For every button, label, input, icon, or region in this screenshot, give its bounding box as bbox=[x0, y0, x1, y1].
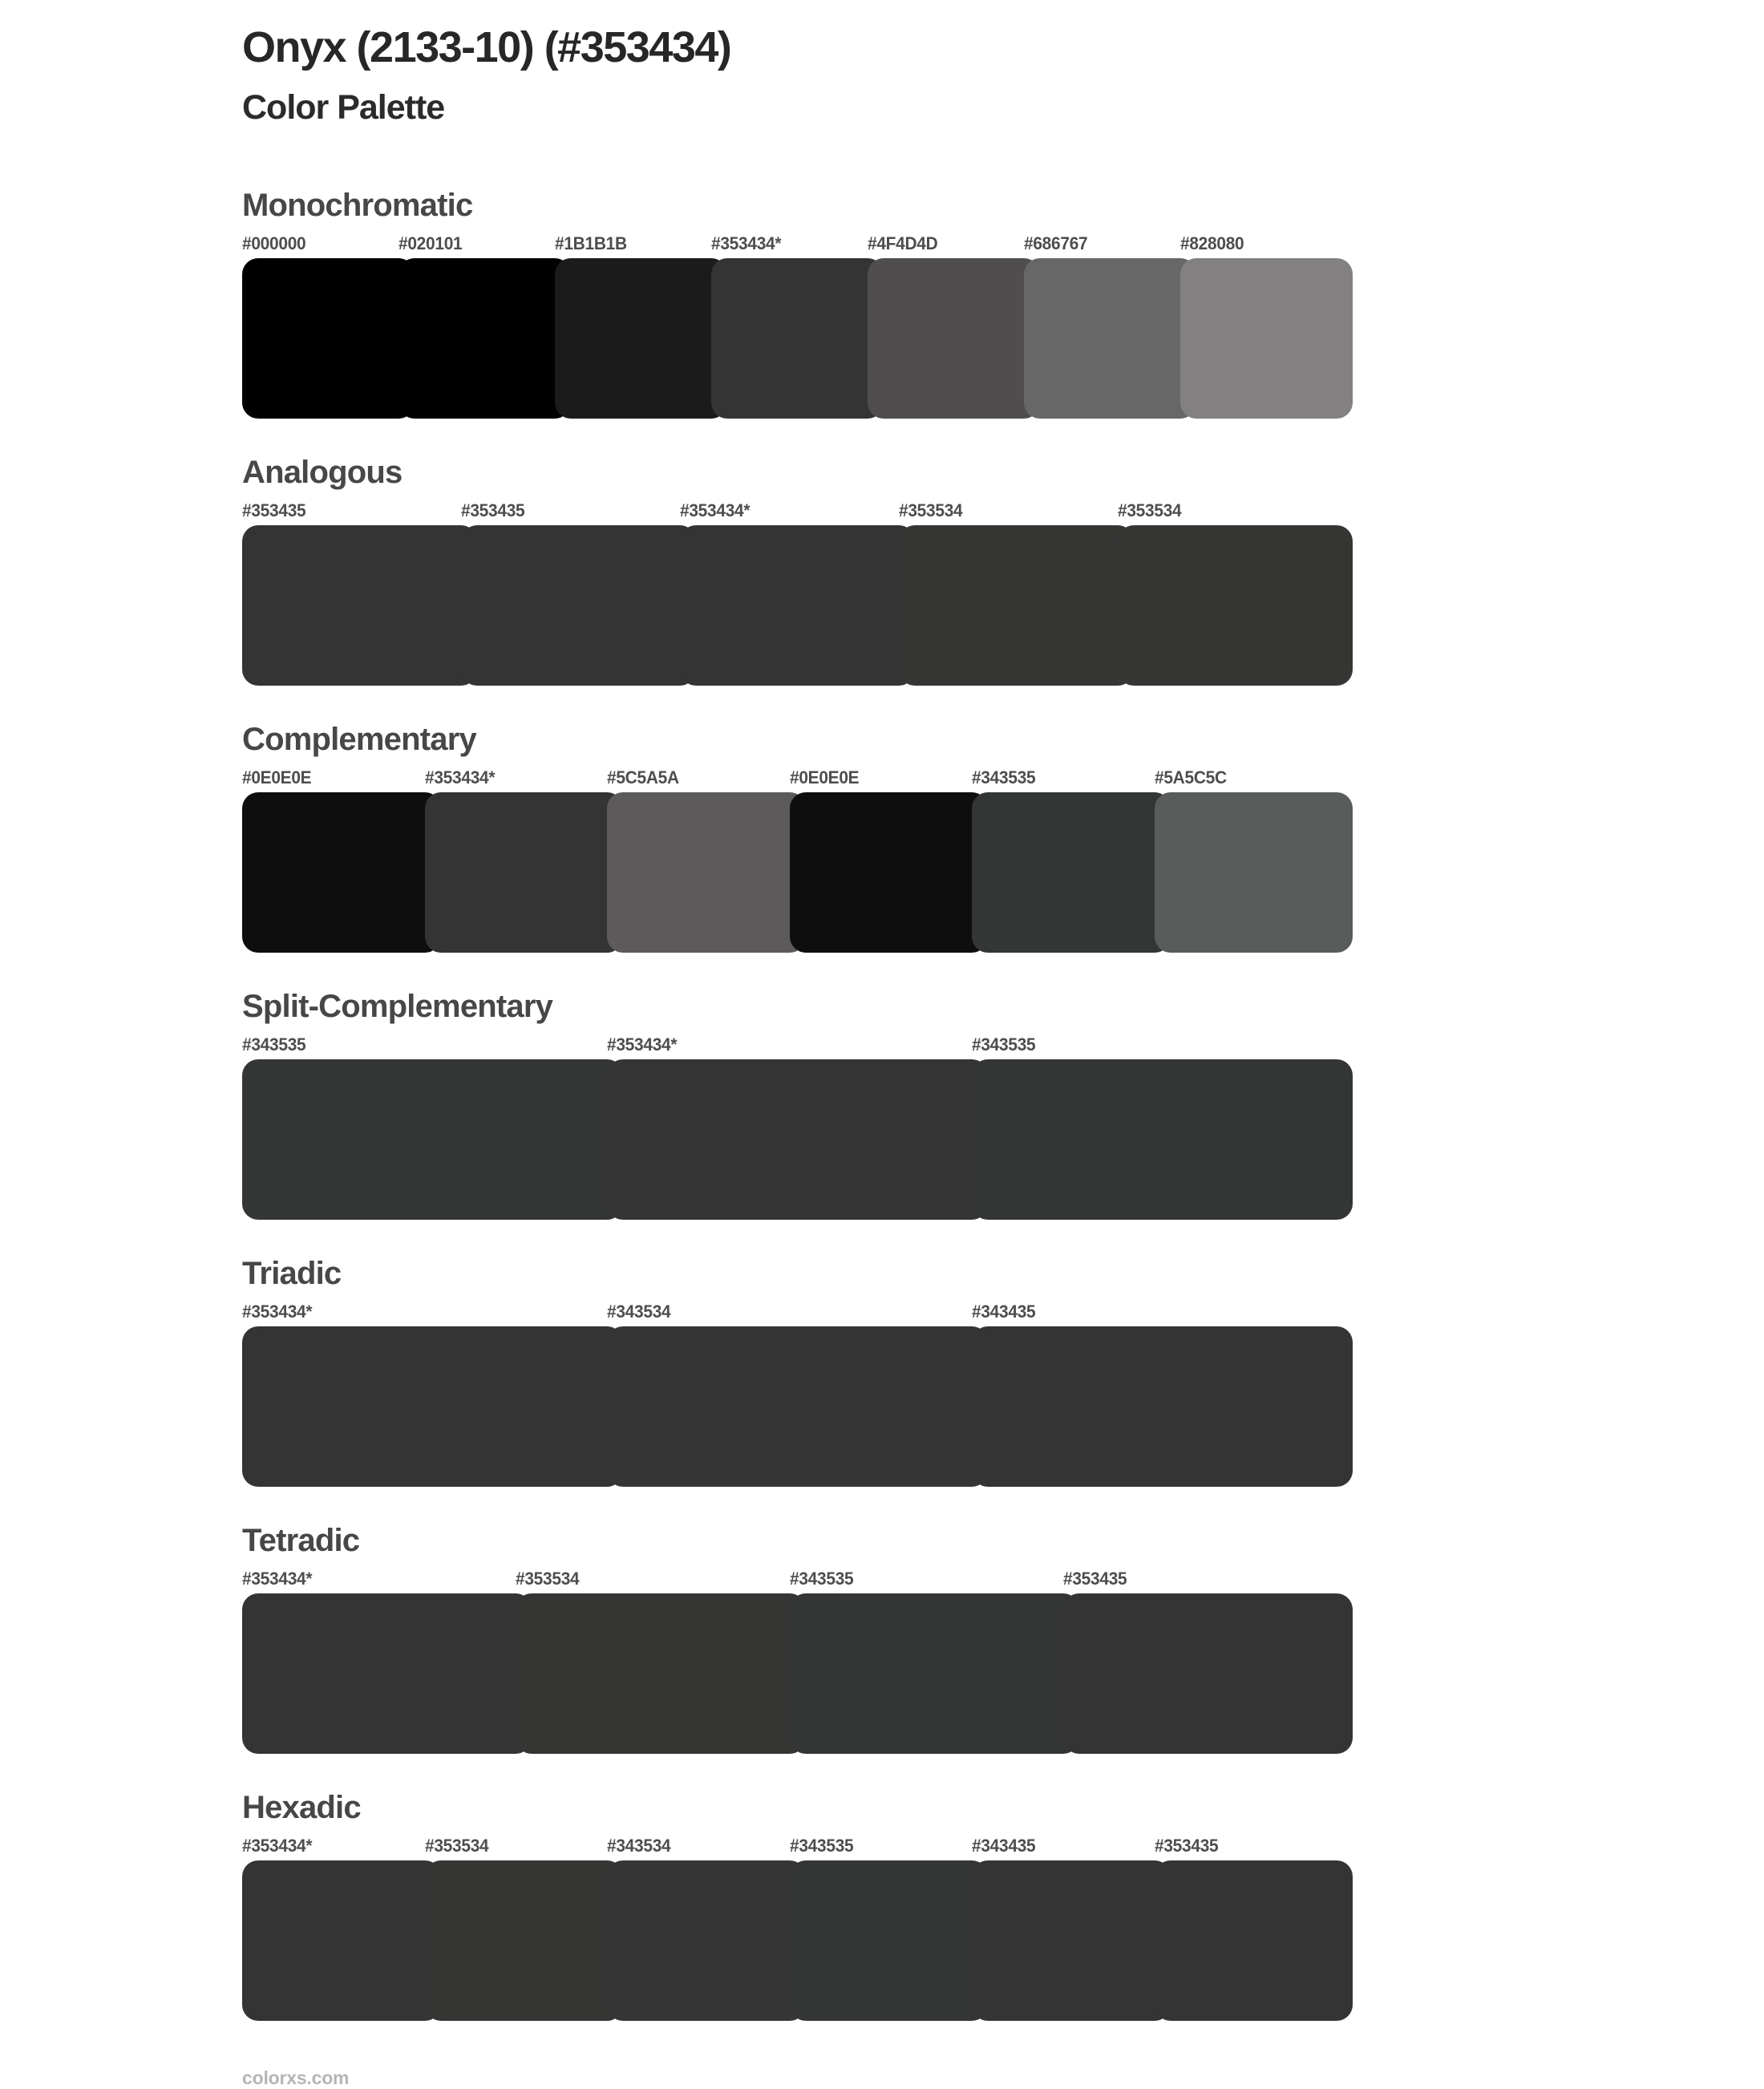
color-swatch[interactable] bbox=[607, 1326, 988, 1487]
section-title: Complementary bbox=[242, 721, 476, 757]
color-swatch[interactable] bbox=[790, 792, 989, 953]
section-title: Analogous bbox=[242, 454, 403, 490]
color-swatch[interactable] bbox=[242, 1593, 532, 1754]
color-swatch[interactable] bbox=[711, 258, 884, 419]
swatch-labels bbox=[242, 1302, 1337, 1322]
swatch-hex-label: #353434* bbox=[242, 1835, 313, 1856]
swatch-hex-label: #5A5C5C bbox=[1154, 767, 1227, 787]
color-swatch[interactable] bbox=[399, 258, 571, 419]
color-swatch[interactable] bbox=[425, 1860, 624, 2021]
swatch-labels bbox=[242, 233, 1337, 254]
swatch-hex-label: #343535 bbox=[789, 1568, 853, 1589]
color-swatch[interactable] bbox=[607, 792, 806, 953]
swatch-labels bbox=[242, 1034, 1337, 1055]
swatch-hex-label: #353435 bbox=[242, 500, 306, 520]
color-swatch[interactable] bbox=[516, 1593, 805, 1754]
palette-section bbox=[242, 1789, 1353, 2021]
swatch-hex-label: #1B1B1B bbox=[555, 233, 627, 253]
color-swatch[interactable] bbox=[1024, 258, 1196, 419]
swatch-hex-label: #353434* bbox=[680, 500, 751, 520]
color-swatch[interactable] bbox=[607, 1860, 806, 2021]
swatch-hex-label: #000000 bbox=[242, 233, 306, 253]
swatch-hex-label: #353435 bbox=[1154, 1835, 1218, 1856]
page-subtitle: Color Palette bbox=[242, 88, 445, 128]
page-title: Onyx (2133-10) (#353434) bbox=[242, 23, 731, 71]
swatch-hex-label: #353434* bbox=[711, 233, 782, 253]
color-swatch[interactable] bbox=[972, 1860, 1171, 2021]
color-swatch[interactable] bbox=[899, 525, 1134, 686]
swatch-strip bbox=[242, 258, 1353, 419]
color-swatch[interactable] bbox=[607, 1059, 988, 1220]
swatch-hex-label: #353434* bbox=[607, 1034, 678, 1055]
palette-section bbox=[242, 454, 1353, 686]
swatch-strip bbox=[242, 1059, 1353, 1220]
swatch-strip bbox=[242, 792, 1353, 953]
swatch-strip bbox=[242, 1593, 1353, 1754]
palette-section bbox=[242, 1255, 1353, 1487]
swatch-labels bbox=[242, 500, 1337, 521]
swatch-hex-label: #353435 bbox=[461, 500, 525, 520]
color-swatch[interactable] bbox=[1063, 1593, 1353, 1754]
swatch-hex-label: #828080 bbox=[1180, 233, 1244, 253]
palette-sections bbox=[242, 187, 1353, 2021]
color-swatch[interactable] bbox=[242, 1059, 623, 1220]
swatch-labels bbox=[242, 1569, 1337, 1589]
swatch-hex-label: #353434* bbox=[242, 1568, 313, 1589]
palette-section bbox=[242, 187, 1353, 419]
swatch-hex-label: #353534 bbox=[1118, 500, 1182, 520]
color-swatch[interactable] bbox=[425, 792, 624, 953]
swatch-hex-label: #343534 bbox=[607, 1301, 671, 1322]
swatch-hex-label: #353435 bbox=[1062, 1568, 1127, 1589]
color-swatch[interactable] bbox=[242, 525, 477, 686]
color-swatch[interactable] bbox=[972, 792, 1171, 953]
swatch-hex-label: #0E0E0E bbox=[789, 767, 859, 787]
color-swatch[interactable] bbox=[680, 525, 915, 686]
swatch-strip bbox=[242, 525, 1353, 686]
swatch-hex-label: #343535 bbox=[972, 1034, 1036, 1055]
color-swatch[interactable] bbox=[868, 258, 1040, 419]
color-swatch[interactable] bbox=[242, 258, 415, 419]
color-swatch[interactable] bbox=[461, 525, 696, 686]
swatch-hex-label: #343535 bbox=[789, 1835, 853, 1856]
color-swatch[interactable] bbox=[790, 1860, 989, 2021]
swatch-strip bbox=[242, 1860, 1353, 2021]
color-swatch[interactable] bbox=[972, 1059, 1353, 1220]
section-title: Triadic bbox=[242, 1255, 342, 1291]
color-swatch[interactable] bbox=[242, 1326, 623, 1487]
color-swatch[interactable] bbox=[1155, 1860, 1353, 2021]
footer-link[interactable]: colorxs.com bbox=[242, 2067, 350, 2088]
swatch-hex-label: #4F4D4D bbox=[868, 233, 938, 253]
section-title: Monochromatic bbox=[242, 187, 473, 223]
swatch-hex-label: #353534 bbox=[899, 500, 963, 520]
section-title: Split-Complementary bbox=[242, 988, 553, 1024]
swatch-hex-label: #0E0E0E bbox=[242, 767, 312, 787]
swatch-hex-label: #343535 bbox=[242, 1034, 306, 1055]
swatch-hex-label: #353434* bbox=[242, 1301, 313, 1322]
swatch-hex-label: #5C5A5A bbox=[607, 767, 679, 787]
palette-section bbox=[242, 1522, 1353, 1754]
section-title: Tetradic bbox=[242, 1522, 360, 1558]
color-swatch[interactable] bbox=[972, 1326, 1353, 1487]
swatch-hex-label: #343435 bbox=[972, 1835, 1036, 1856]
swatch-hex-label: #343535 bbox=[972, 767, 1036, 787]
color-swatch[interactable] bbox=[242, 1860, 441, 2021]
color-swatch[interactable] bbox=[1180, 258, 1353, 419]
palette-section bbox=[242, 988, 1353, 1220]
swatch-hex-label: #353534 bbox=[424, 1835, 488, 1856]
swatch-hex-label: #343435 bbox=[972, 1301, 1036, 1322]
swatch-strip bbox=[242, 1326, 1353, 1487]
swatch-labels bbox=[242, 1836, 1337, 1856]
color-swatch[interactable] bbox=[555, 258, 727, 419]
color-swatch[interactable] bbox=[790, 1593, 1079, 1754]
swatch-hex-label: #343534 bbox=[607, 1835, 671, 1856]
color-swatch[interactable] bbox=[1155, 792, 1353, 953]
color-swatch[interactable] bbox=[1118, 525, 1353, 686]
section-title: Hexadic bbox=[242, 1789, 361, 1825]
swatch-hex-label: #686767 bbox=[1024, 233, 1088, 253]
swatch-hex-label: #353534 bbox=[516, 1568, 580, 1589]
palette-section bbox=[242, 721, 1353, 953]
color-swatch[interactable] bbox=[242, 792, 441, 953]
swatch-hex-label: #020101 bbox=[399, 233, 463, 253]
swatch-labels bbox=[242, 767, 1337, 788]
swatch-hex-label: #353434* bbox=[424, 767, 495, 787]
